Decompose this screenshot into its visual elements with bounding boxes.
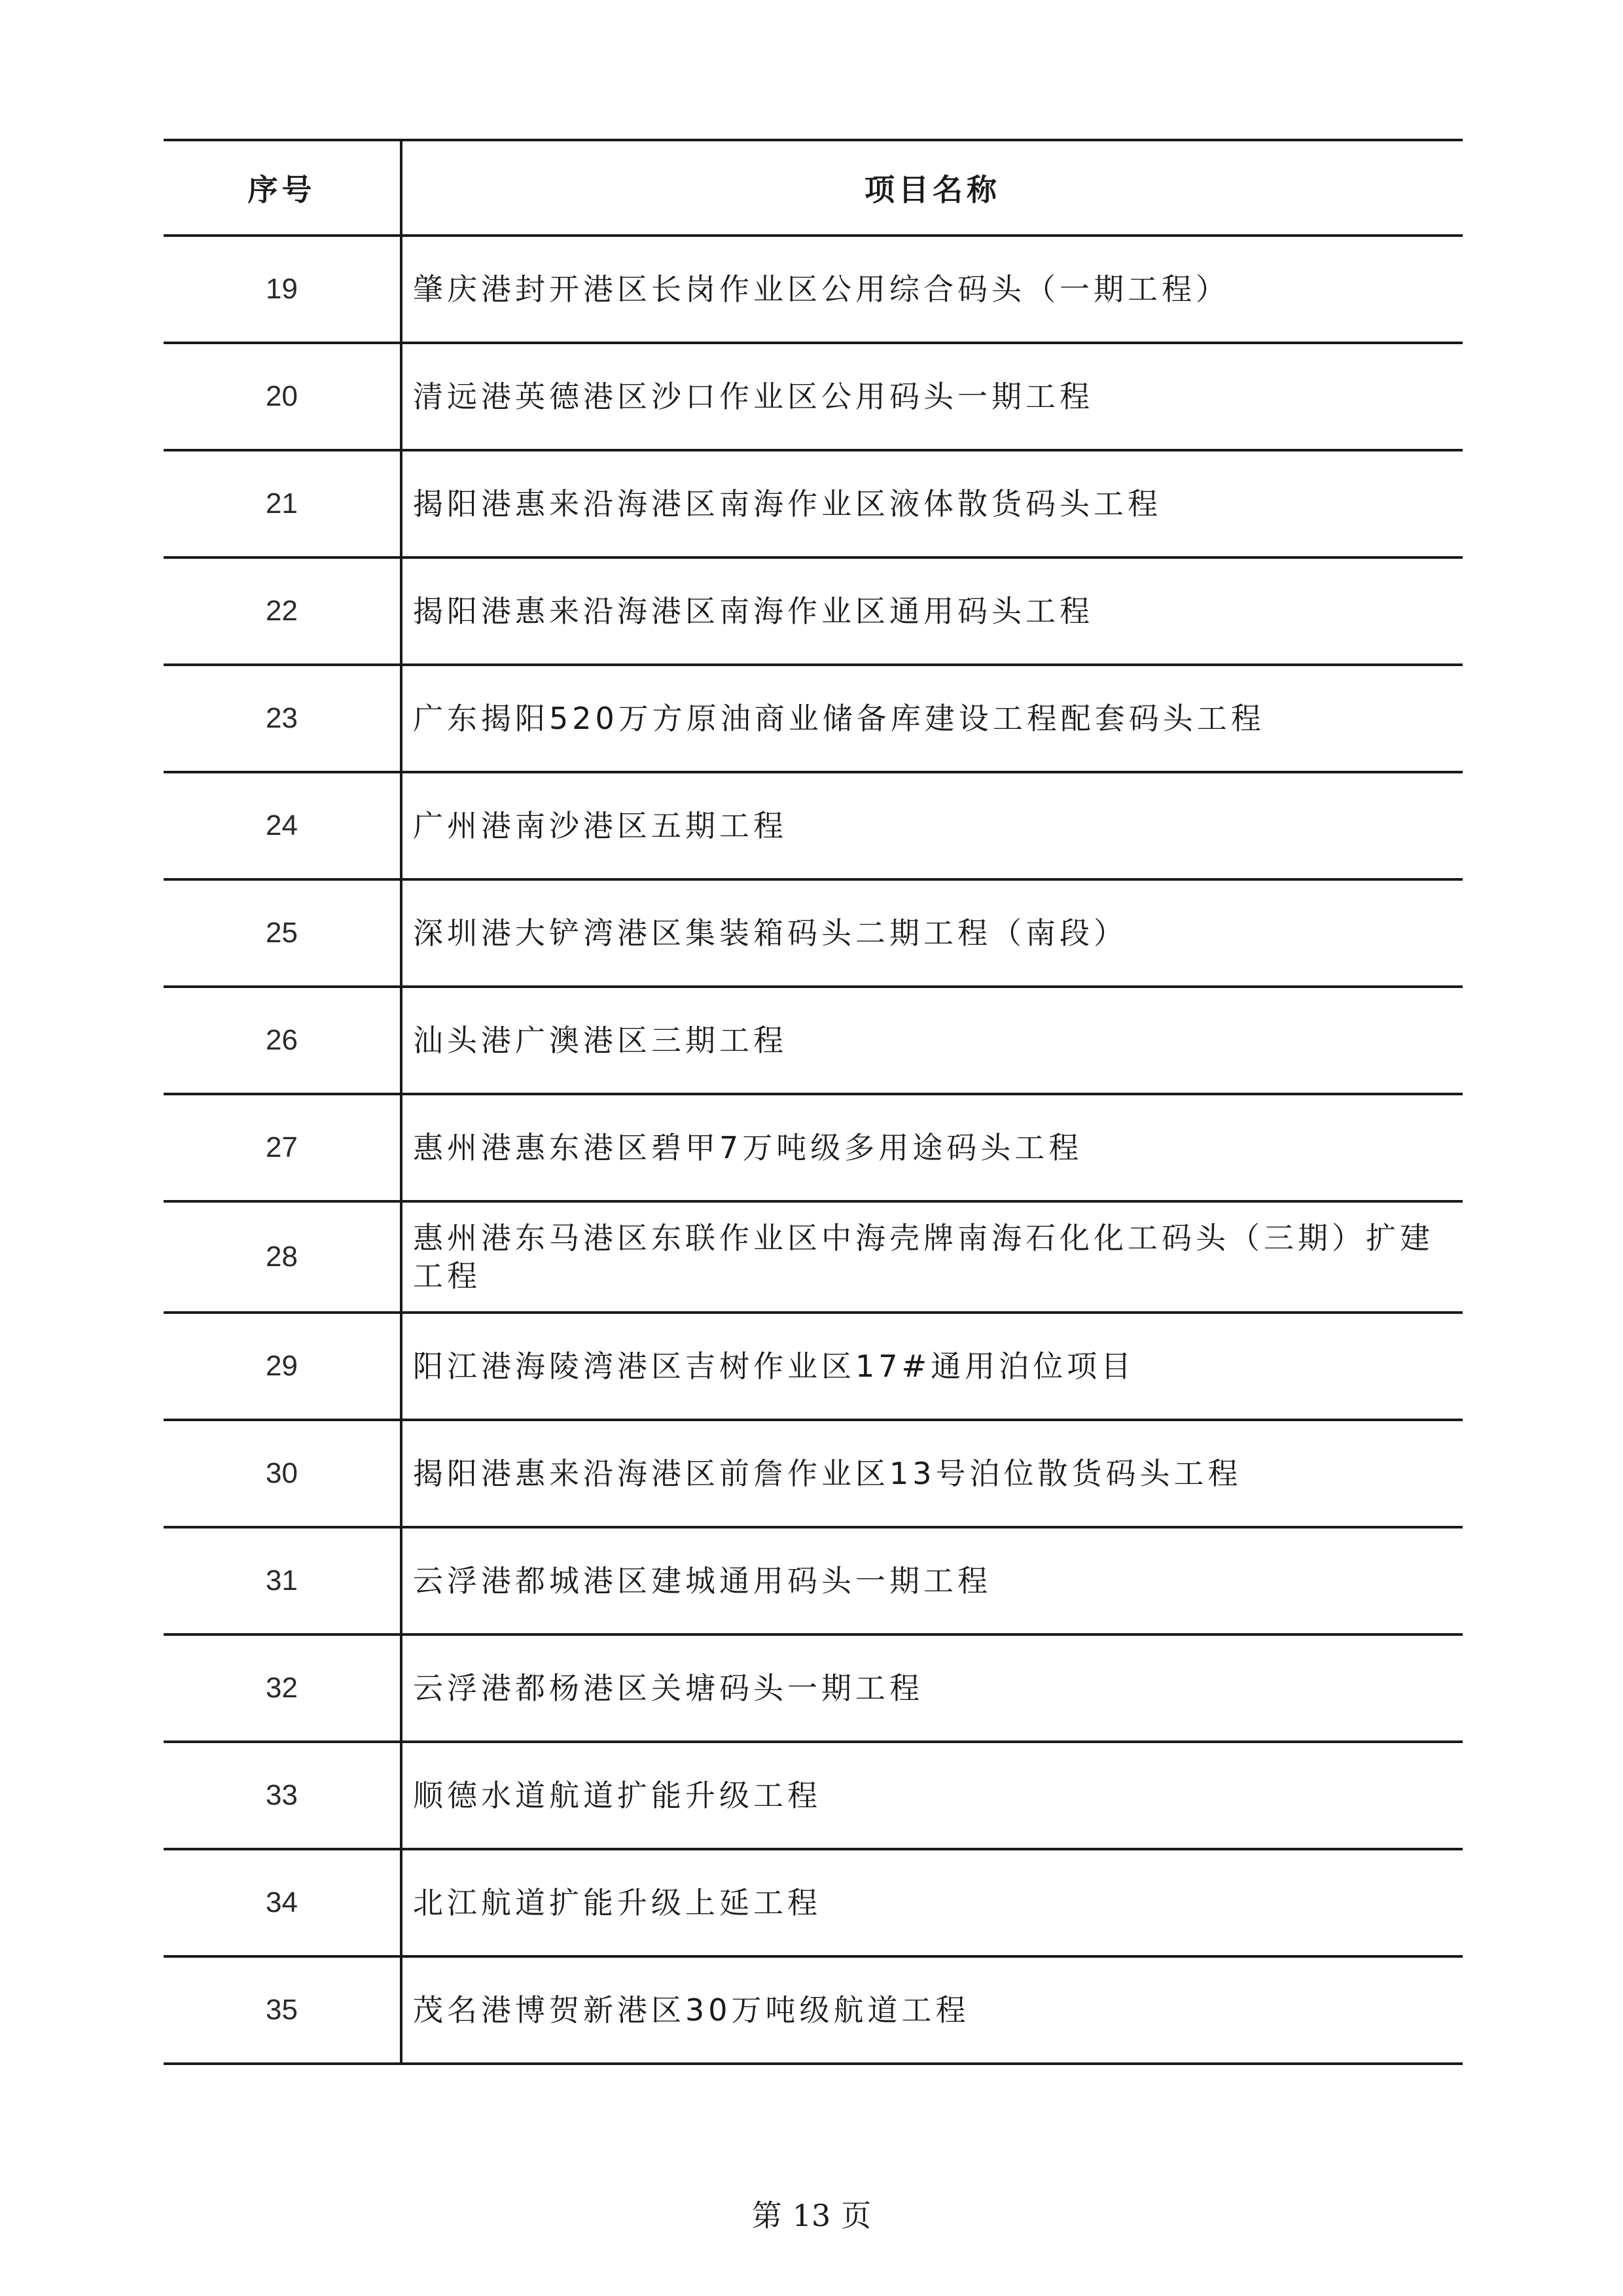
- table-row: [164, 1201, 1463, 1313]
- row-project-name: 云浮港都城港区建城通用码头一期工程: [413, 1563, 991, 1598]
- table-row: [164, 1742, 1463, 1849]
- row-number: 20: [164, 343, 401, 450]
- page-footer: [0, 2192, 1623, 2235]
- project-table-container: [164, 139, 1463, 2065]
- table-row: [164, 879, 1463, 987]
- table-header-row: [164, 140, 1463, 236]
- header-project-name: 项目名称: [865, 172, 1001, 207]
- row-project-name: 揭阳港惠来沿海港区前詹作业区13号泊位散货码头工程: [413, 1456, 1242, 1491]
- table-row: [164, 450, 1463, 557]
- row-number: 19: [164, 236, 401, 343]
- row-number: 25: [164, 879, 401, 987]
- row-project-name: 揭阳港惠来沿海港区南海作业区液体散货码头工程: [413, 486, 1162, 521]
- row-number: 29: [164, 1313, 401, 1420]
- table-row: [164, 1094, 1463, 1201]
- row-number: 26: [164, 987, 401, 1094]
- row-number: 31: [164, 1527, 401, 1634]
- row-number: 30: [164, 1420, 401, 1527]
- row-number: 34: [164, 1849, 401, 1956]
- row-number: 22: [164, 557, 401, 665]
- row-project-name: 广东揭阳520万方原油商业储备库建设工程配套码头工程: [413, 701, 1265, 736]
- row-number: 27: [164, 1094, 401, 1201]
- table-row: [164, 1313, 1463, 1420]
- row-number: 35: [164, 1956, 401, 2064]
- row-number: 24: [164, 772, 401, 879]
- row-number: 33: [164, 1742, 401, 1849]
- row-number: 28: [164, 1201, 401, 1313]
- table-row: [164, 665, 1463, 772]
- row-project-name: 北江航道扩能升级上延工程: [413, 1885, 821, 1920]
- row-project-name: 惠州港惠东港区碧甲7万吨级多用途码头工程: [413, 1130, 1083, 1165]
- row-project-name: 阳江港海陵湾港区吉树作业区17#通用泊位项目: [413, 1349, 1135, 1384]
- row-project-name: 肇庆港封开港区长岗作业区公用综合码头（一期工程）: [413, 272, 1230, 307]
- table-row: [164, 1420, 1463, 1527]
- table-row: [164, 1849, 1463, 1956]
- page-number-prefix: 第: [751, 2198, 782, 2233]
- table-row: [164, 343, 1463, 450]
- table-row: [164, 1634, 1463, 1742]
- page-number: 13: [792, 2198, 831, 2233]
- table-row: [164, 236, 1463, 343]
- table-row: [164, 1527, 1463, 1634]
- row-number: 32: [164, 1634, 401, 1742]
- table-row: [164, 557, 1463, 665]
- row-project-name: 顺德水道航道扩能升级工程: [413, 1778, 821, 1813]
- row-project-name: 揭阳港惠来沿海港区南海作业区通用码头工程: [413, 593, 1094, 629]
- row-project-name: 广州港南沙港区五期工程: [413, 808, 787, 843]
- row-project-name: 惠州港东马港区东联作业区中海壳牌南海石化化工码头（三期）扩建工程: [413, 1220, 1434, 1294]
- page-number-suffix: 页: [841, 2198, 872, 2233]
- table-row: [164, 1956, 1463, 2064]
- row-project-name: 茂名港博贺新港区30万吨级航道工程: [413, 1992, 970, 2028]
- row-project-name: 深圳港大铲湾港区集装箱码头二期工程（南段）: [413, 915, 1128, 951]
- table-row: [164, 772, 1463, 879]
- row-project-name: 清远港英德港区沙口作业区公用码头一期工程: [413, 379, 1094, 414]
- project-table: [164, 139, 1463, 2065]
- row-project-name: 汕头港广澳港区三期工程: [413, 1023, 787, 1058]
- row-project-name: 云浮港都杨港区关塘码头一期工程: [413, 1670, 923, 1706]
- table-row: [164, 987, 1463, 1094]
- row-number: 23: [164, 665, 401, 772]
- row-number: 21: [164, 450, 401, 557]
- header-number: 序号: [164, 140, 401, 236]
